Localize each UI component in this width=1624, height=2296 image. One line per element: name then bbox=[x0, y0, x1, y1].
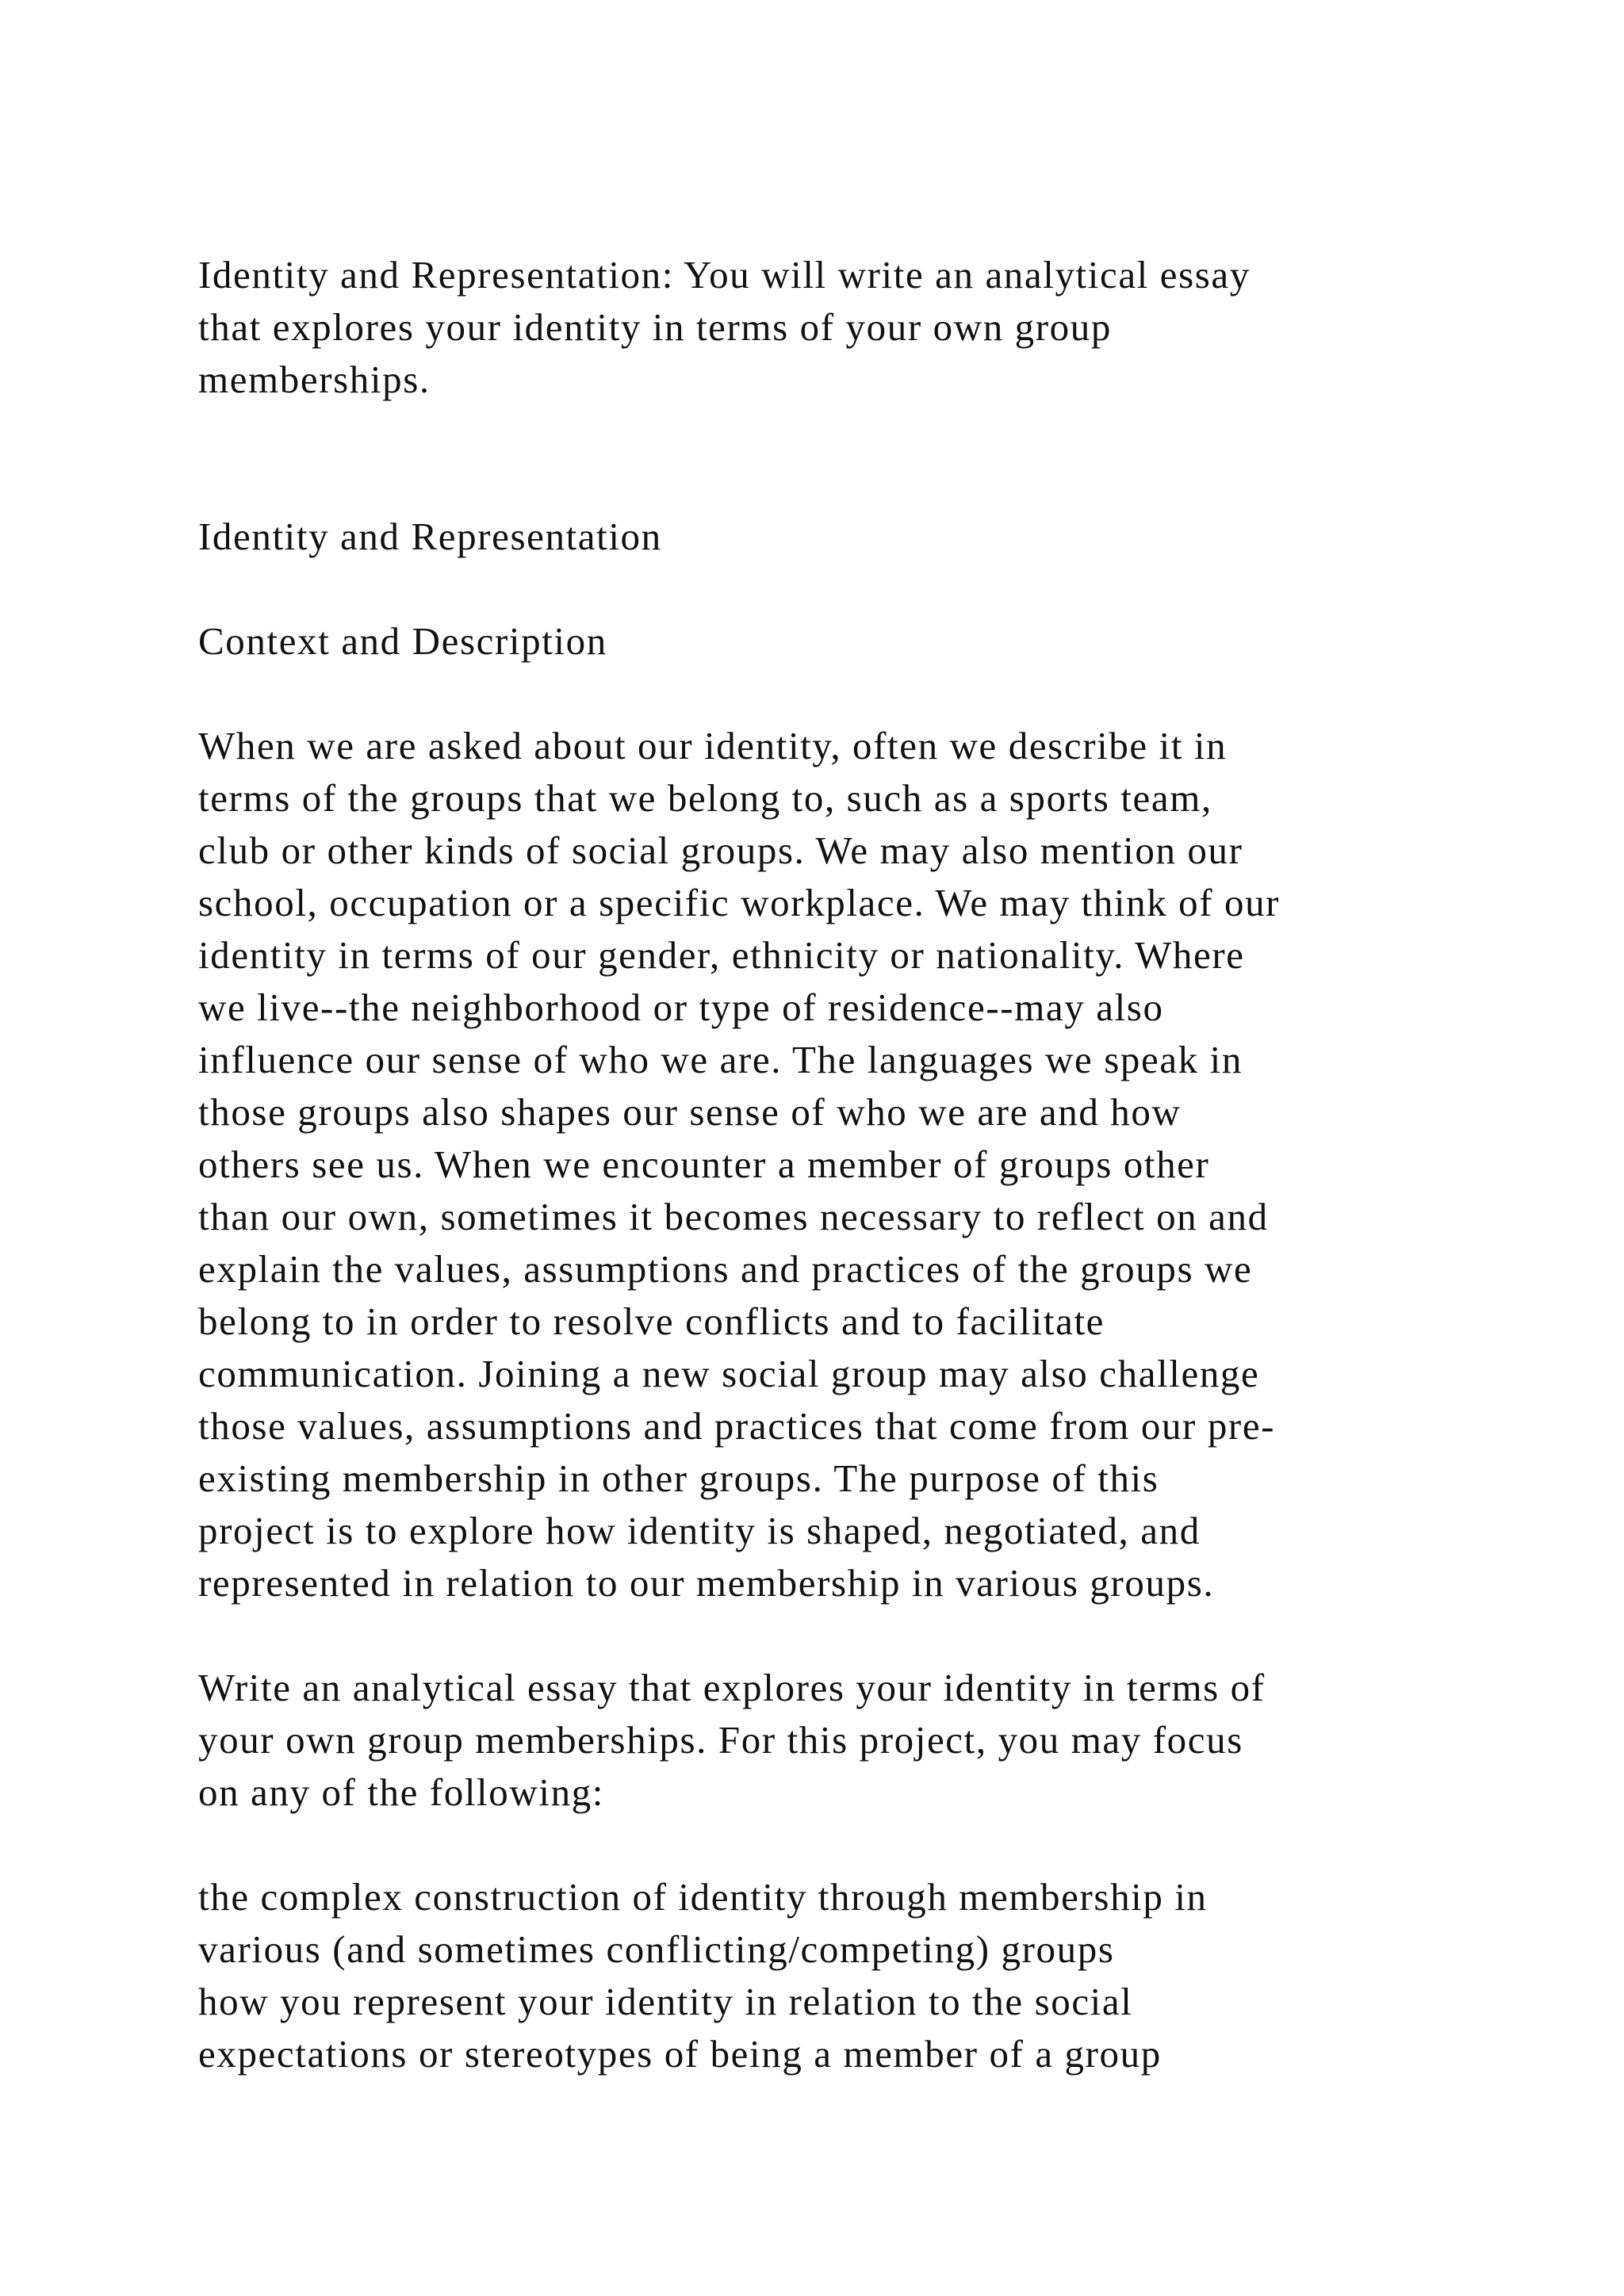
document-body bbox=[198, 249, 1483, 2080]
paragraph-line: existing membership in other groups. The purpose of this bbox=[198, 1456, 1159, 1500]
paragraph-line: school, occupation or a specific workplace. We may think of our bbox=[198, 881, 1281, 924]
list-item-line: how you represent your identity in relation to the social bbox=[198, 1980, 1133, 2023]
paragraph-line: belong to in order to resolve conflicts and to facilitate bbox=[198, 1299, 1105, 1343]
paragraph-line: we live--the neighborhood or type of residence--may also bbox=[198, 985, 1164, 1029]
paragraph-line: your own group memberships. For this project, you may focus bbox=[198, 1718, 1243, 1762]
intro-line: Identity and Representation: You will write an analytical essay bbox=[198, 253, 1251, 297]
intro-line: memberships. bbox=[198, 358, 431, 401]
paragraph-line: explain the values, assumptions and practices of the groups we bbox=[198, 1247, 1253, 1291]
instructions-paragraph bbox=[198, 1662, 1483, 1819]
intro-paragraph bbox=[198, 249, 1483, 406]
paragraph-line: identity in terms of our gender, ethnicity or nationality. Where bbox=[198, 933, 1245, 977]
paragraph-line: on any of the following: bbox=[198, 1770, 604, 1814]
paragraph-line: communication. Joining a new social group may also challenge bbox=[198, 1352, 1260, 1395]
paragraph-line: terms of the groups that we belong to, such as a sports team, bbox=[198, 776, 1212, 820]
paragraph-line: others see us. When we encounter a member of groups other bbox=[198, 1142, 1210, 1186]
paragraph-line: club or other kinds of social groups. We may also mention our bbox=[198, 828, 1243, 872]
paragraph-line: those groups also shapes our sense of who we are and how bbox=[198, 1090, 1182, 1134]
list-item-line: expectations or stereotypes of being a member of a group bbox=[198, 2032, 1162, 2076]
paragraph-line: Write an analytical essay that explores your identity in terms of bbox=[198, 1666, 1266, 1709]
list-item-line: the complex construction of identity through membership in bbox=[198, 1875, 1208, 1919]
intro-line: that explores your identity in terms of your own group bbox=[198, 305, 1112, 349]
paragraph-line: than our own, sometimes it becomes necessary to reflect on and bbox=[198, 1195, 1269, 1238]
paragraph-line: represented in relation to our membership in various groups. bbox=[198, 1561, 1215, 1605]
section-subheading: Context and Description bbox=[198, 619, 607, 663]
paragraph-line: influence our sense of who we are. The languages we speak in bbox=[198, 1038, 1243, 1081]
list-item-line: various (and sometimes conflicting/competing) groups bbox=[198, 1927, 1115, 1971]
focus-list bbox=[198, 1871, 1483, 2080]
paragraph-line: When we are asked about our identity, often we describe it in bbox=[198, 724, 1228, 767]
paragraph-line: those values, assumptions and practices that come from our pre- bbox=[198, 1404, 1276, 1448]
context-paragraph bbox=[198, 720, 1483, 1609]
section-heading: Identity and Representation bbox=[198, 515, 662, 558]
paragraph-line: project is to explore how identity is shaped, negotiated, and bbox=[198, 1509, 1201, 1552]
